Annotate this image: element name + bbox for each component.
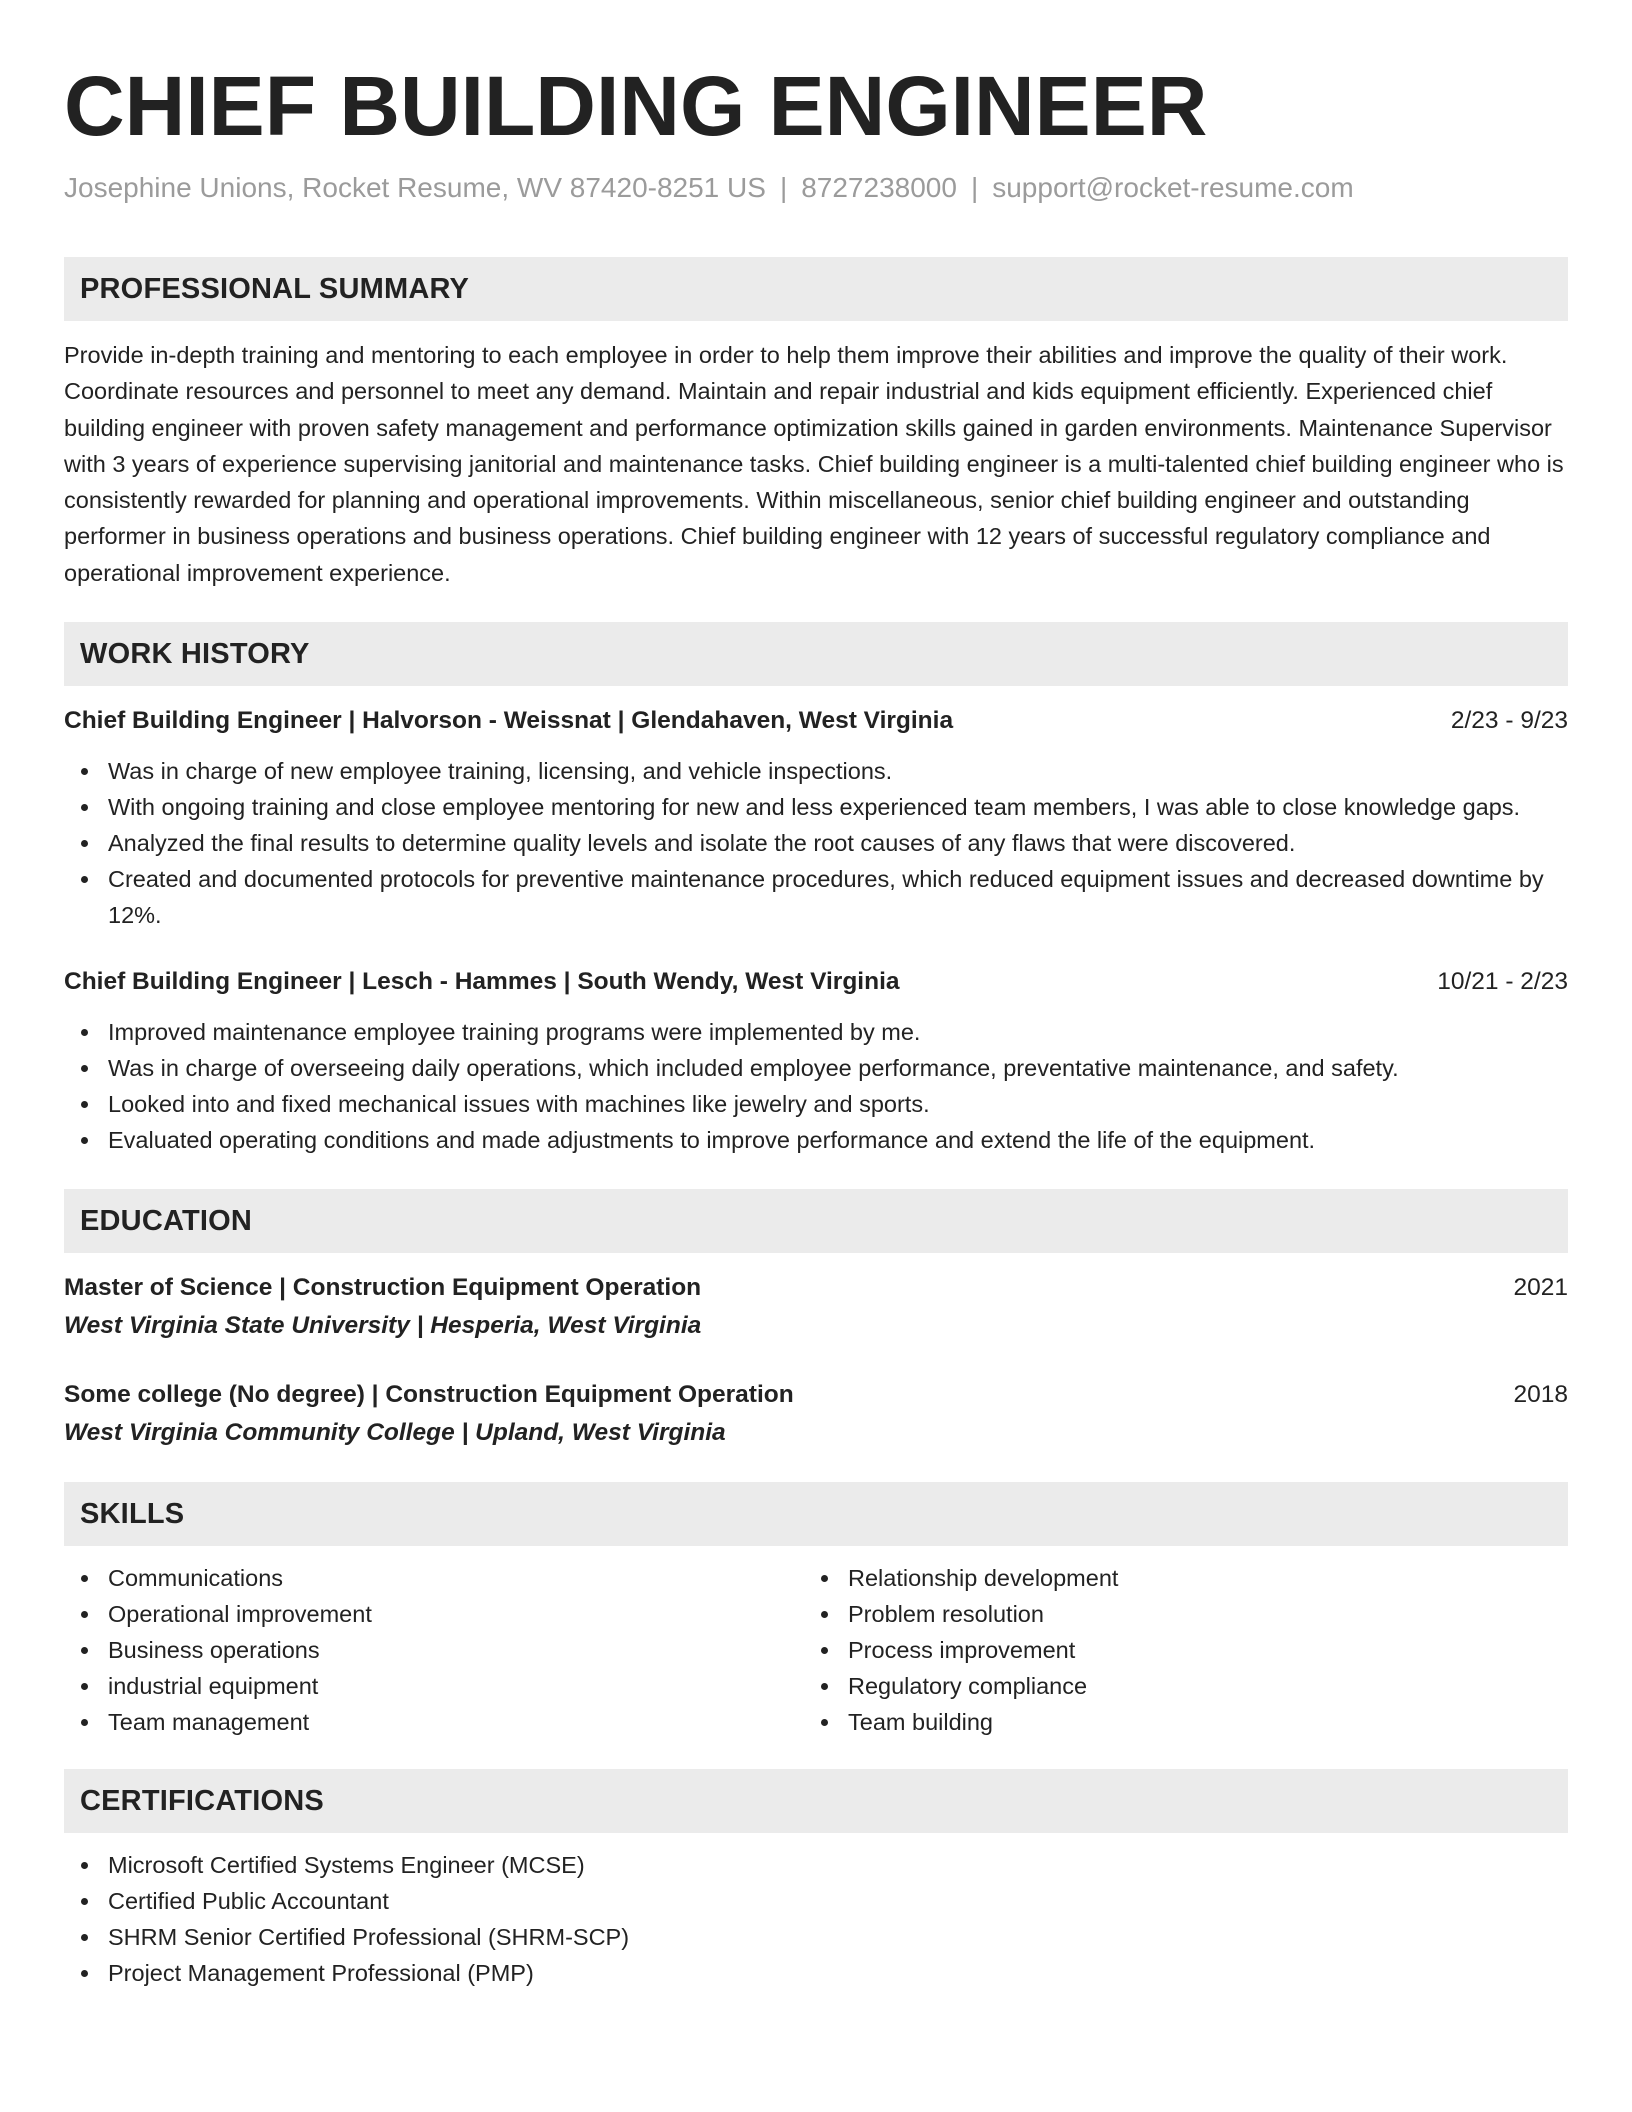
skill-item: Team management [64,1704,804,1740]
certifications-list [64,1847,1568,1991]
job-bullet: Improved maintenance employee training programs were implemented by me. [64,1014,1568,1050]
education-year: 2018 [1513,1381,1568,1409]
job-entry [64,964,1568,1158]
summary-section-header: PROFESSIONAL SUMMARY [64,257,1568,321]
contact-email: support@rocket-resume.com [992,172,1354,203]
skill-item: Problem resolution [804,1596,1544,1632]
resume-title: CHIEF BUILDING ENGINEER [64,59,1208,153]
job-bullet: With ongoing training and close employee mentoring for new and less experienced team members, I was able to close knowledge gaps. [64,789,1568,825]
education-entry [64,1270,1568,1344]
education-header [64,1377,1568,1413]
education-degree: Master of Science | Construction Equipment Operation [64,1274,702,1302]
job-title: Chief Building Engineer | Lesch - Hammes | South Wendy, West Virginia [64,968,900,996]
skill-item: Relationship development [804,1560,1544,1596]
job-dates: 10/21 - 2/23 [1437,968,1568,996]
job-dates: 2/23 - 9/23 [1450,707,1568,735]
skill-item: Operational improvement [64,1596,804,1632]
job-title: Chief Building Engineer | Halvorson - Weissnat | Glendahaven, West Virginia [64,707,954,735]
job-bullets [64,1014,1568,1158]
summary-text: Provide in-depth training and mentoring to each employee in order to help them improve their abilities and improve the quality of their work. Coordinate resources and personnel to meet any demand. Maintain and repair industrial and kids equipment efficiently. Experienced chief building engineer with proven safety management and performance optimization skills gained in garden environments. Maintenance Supervisor with 3 years of experience supervising janitorial and maintenance tasks. Chief building engineer is a multi-talented chief building engineer who is consistently rewarded for planning and operational improvements. Within miscellaneous, senior chief building engineer and outstanding performer in business operations and business operations. Chief building engineer with 12 years of successful regulatory compliance and operational improvement experience. [64,342,1564,586]
skill-item: industrial equipment [64,1668,804,1704]
certification-item: Microsoft Certified Systems Engineer (MCSE) [64,1847,1568,1883]
education-year: 2021 [1513,1274,1568,1302]
skill-item: Business operations [64,1632,804,1668]
certification-item: Project Management Professional (PMP) [64,1955,1568,1991]
contact-address: Josephine Unions, Rocket Resume, WV 87420-8251 US [64,172,766,203]
job-bullet: Analyzed the final results to determine quality levels and isolate the root causes of any flaws that were discovered. [64,825,1568,861]
job-entry [64,703,1568,933]
education-entry [64,1377,1568,1451]
skills-column-right [804,1560,1544,1740]
certification-item: SHRM Senior Certified Professional (SHRM-SCP) [64,1919,1568,1955]
job-header [64,964,1568,1000]
contact-line [64,170,1568,206]
skills-section-header: SKILLS [64,1482,1568,1546]
education-degree: Some college (No degree) | Construction Equipment Operation [64,1381,794,1409]
job-bullet: Was in charge of new employee training, licensing, and vehicle inspections. [64,753,1568,789]
job-bullet: Created and documented protocols for preventive maintenance procedures, which reduced equipment issues and decreased downtime by 12%. [64,861,1568,933]
skills-grid [64,1560,1568,1740]
contact-separator: | [779,172,788,203]
contact-phone: 8727238000 [801,172,957,203]
education-school: West Virginia Community College | Upland, West Virginia [64,1419,726,1447]
work-history-section-header: WORK HISTORY [64,622,1568,686]
skill-item: Team building [804,1704,1544,1740]
contact-separator: | [970,172,979,203]
skill-item: Communications [64,1560,804,1596]
job-bullet: Evaluated operating conditions and made adjustments to improve performance and extend the life of the equipment. [64,1122,1568,1158]
education-school: West Virginia State University | Hesperia, West Virginia [64,1312,702,1340]
certifications-section-header: CERTIFICATIONS [64,1769,1568,1833]
job-bullet: Was in charge of overseeing daily operations, which included employee performance, preventative maintenance, and safety. [64,1050,1568,1086]
job-bullet: Looked into and fixed mechanical issues with machines like jewelry and sports. [64,1086,1568,1122]
skills-column-left [64,1560,804,1740]
job-header [64,703,1568,739]
certification-item: Certified Public Accountant [64,1883,1568,1919]
education-header [64,1270,1568,1306]
skill-item: Process improvement [804,1632,1544,1668]
job-bullets [64,753,1568,933]
skill-item: Regulatory compliance [804,1668,1544,1704]
education-section-header: EDUCATION [64,1189,1568,1253]
